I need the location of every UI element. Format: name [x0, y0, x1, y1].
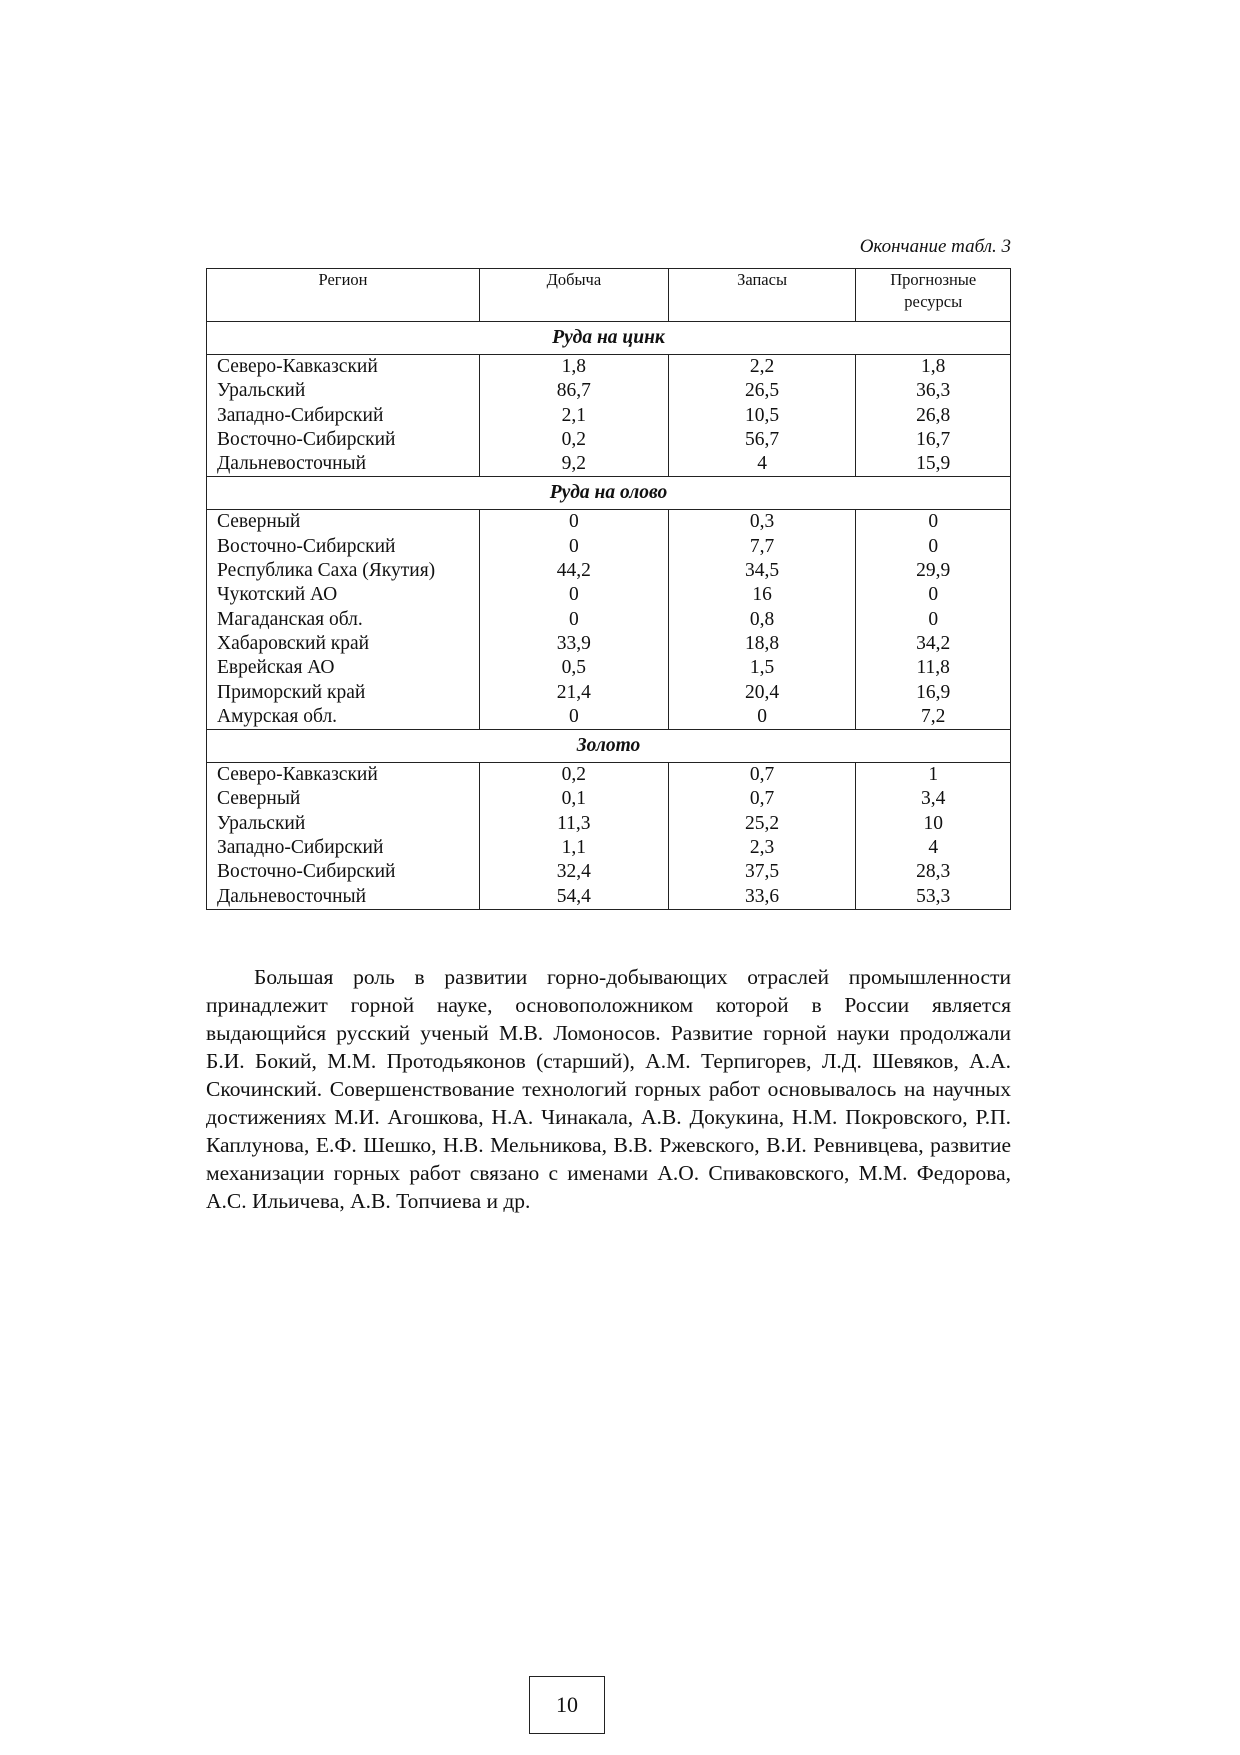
table-cell: 26,5 — [745, 380, 780, 402]
table-cell: 2,2 — [749, 356, 775, 377]
table-cell: 26,8 — [916, 404, 951, 426]
table-cell: 0,2 — [561, 764, 587, 786]
column-reserves — [668, 355, 856, 477]
table-cell: 28,3 — [916, 861, 951, 883]
table-cell: 0,7 — [749, 788, 775, 810]
section-row — [207, 322, 1011, 355]
header-region: Регион — [207, 269, 480, 322]
table-cell: 1,1 — [561, 837, 587, 859]
table-cell: 0 — [757, 705, 767, 727]
table-cell: 0 — [568, 584, 579, 606]
region-name: Чукотский АО — [217, 584, 338, 606]
column-reserves — [668, 763, 856, 910]
section-data-row — [207, 510, 1011, 730]
table-cell: 1,8 — [921, 356, 946, 377]
region-name: Еврейская АО — [217, 657, 335, 679]
body-paragraph: Большая роль в развитии горно-добывающих отраслей промышленности принадлежит горной науке, основоположником которой в России является выдающийся русский ученый М.В. Ломоносов. Развитие горной науки продолжали Б.И. Бокий, М.М. Протодьяконов (старший), А.М. Терпигорев, Л.Д. Шевяков, А.А. Скочинский. Совершенствование технологий горных работ основывалось на научных достижениях М.И. Агошкова, Н.А. Чинакала, А.В. Докукина, Н.М. Покровского, Р.П. Каплунова, Е.Ф. Шешко, Н.В. Мельникова, В.В. Ржевского, В.И. Ревнивцева, развитие механизации горных работ связано с именами А.О. Спиваковского, М.М. Федорова, А.С. Ильичева, А.В. Топчиева и др. — [206, 965, 1011, 1213]
header-production: Добыча — [480, 269, 669, 322]
table-cell: 16,9 — [916, 681, 951, 703]
table-cell: 11,3 — [557, 812, 591, 834]
table-cell: 0 — [568, 608, 579, 630]
table-cell: 0,8 — [749, 608, 775, 630]
table-cell: 0 — [568, 535, 579, 557]
section-title: Золото — [207, 730, 1011, 763]
table-cell: 1,8 — [561, 356, 587, 377]
table-cell: 0 — [928, 535, 939, 557]
table-cell: 3,4 — [921, 788, 946, 810]
table-cell: 21,4 — [556, 681, 591, 703]
section-data-row — [207, 355, 1011, 477]
column-region — [207, 355, 480, 477]
table-caption: Окончание табл. 3 — [859, 236, 1011, 257]
table-cell: 25,2 — [745, 812, 780, 834]
region-name: Западно-Сибирский — [217, 404, 384, 426]
section-row — [207, 477, 1011, 510]
table-cell: 0,5 — [561, 657, 587, 679]
region-name: Республика Саха (Якутия) — [217, 560, 436, 582]
section-title: Руда на цинк — [207, 322, 1011, 355]
table-cell: 0 — [928, 608, 939, 630]
column-forecast — [856, 763, 1011, 910]
column-production — [480, 510, 669, 730]
table-cell: 0 — [568, 705, 579, 727]
resources-table — [206, 268, 1011, 910]
column-production — [480, 355, 669, 477]
table-cell: 56,7 — [745, 428, 780, 450]
table-cell: 34,2 — [916, 632, 951, 654]
table-cell: 0 — [568, 511, 579, 533]
table-cell: 0,7 — [749, 764, 775, 786]
column-region — [207, 763, 480, 910]
table-cell: 7,7 — [749, 535, 775, 557]
table-cell: 33,6 — [745, 885, 780, 907]
table-cell: 36,3 — [916, 380, 951, 402]
column-production — [480, 763, 669, 910]
table-cell: 1 — [928, 764, 939, 786]
table-cell: 18,8 — [745, 632, 780, 654]
region-name: Магаданская обл. — [217, 608, 363, 630]
region-name: Хабаровский край — [217, 632, 370, 654]
region-name: Восточно-Сибирский — [217, 861, 396, 883]
region-name: Приморский край — [217, 681, 366, 703]
region-name: Восточно-Сибирский — [217, 535, 396, 557]
region-name: Северо-Кавказский — [217, 764, 378, 786]
table-cell: 10,5 — [745, 404, 780, 426]
region-name: Северо-Кавказский — [217, 356, 378, 377]
table-cell: 16 — [752, 584, 772, 606]
table-cell: 44,2 — [556, 560, 591, 582]
table-cell: 2,3 — [749, 837, 775, 859]
table-cell: 32,4 — [556, 861, 591, 883]
table-cell: 4 — [757, 453, 767, 475]
column-forecast — [856, 355, 1011, 477]
region-name: Дальневосточный — [217, 453, 367, 475]
section-title: Руда на олово — [207, 477, 1011, 510]
table-cell: 0,3 — [749, 511, 775, 533]
region-name: Уральский — [217, 380, 306, 402]
region-name: Восточно-Сибирский — [217, 428, 396, 450]
table-cell: 86,7 — [556, 380, 591, 402]
table-cell: 0 — [928, 584, 939, 606]
table-cell: 7,2 — [921, 705, 946, 727]
page-number: 10 — [529, 1676, 605, 1734]
table-cell: 10 — [923, 812, 943, 834]
column-reserves — [668, 510, 856, 730]
column-region — [207, 510, 480, 730]
region-name: Северный — [217, 511, 301, 533]
table-cell: 16,7 — [916, 428, 951, 450]
table-cell: 4 — [928, 837, 939, 859]
table-cell: 0,1 — [561, 788, 587, 810]
table-cell: 0 — [928, 511, 939, 533]
region-name: Северный — [217, 788, 301, 810]
region-name: Амурская обл. — [217, 705, 338, 727]
table-cell: 11,8 — [916, 657, 950, 679]
table-header-row — [207, 269, 1011, 322]
header-reserves: Запасы — [668, 269, 856, 322]
table-cell: 9,2 — [561, 453, 587, 475]
table-cell: 15,9 — [916, 453, 951, 475]
table-cell: 34,5 — [745, 560, 780, 582]
table-cell: 29,9 — [916, 560, 951, 582]
table-cell: 20,4 — [745, 681, 780, 703]
section-data-row — [207, 763, 1011, 910]
table-cell: 53,3 — [916, 885, 951, 907]
region-name: Уральский — [217, 812, 306, 834]
table-cell: 1,5 — [749, 657, 775, 679]
table-cell: 54,4 — [556, 885, 591, 907]
region-name: Западно-Сибирский — [217, 837, 384, 859]
table-cell: 2,1 — [561, 404, 587, 426]
section-row — [207, 730, 1011, 763]
column-forecast — [856, 510, 1011, 730]
header-forecast-resources: Прогнозные ресурсы — [856, 269, 1011, 322]
table-cell: 0,2 — [561, 428, 587, 450]
table-cell: 37,5 — [745, 861, 780, 883]
table-cell: 33,9 — [556, 632, 591, 654]
region-name: Дальневосточный — [217, 885, 367, 907]
